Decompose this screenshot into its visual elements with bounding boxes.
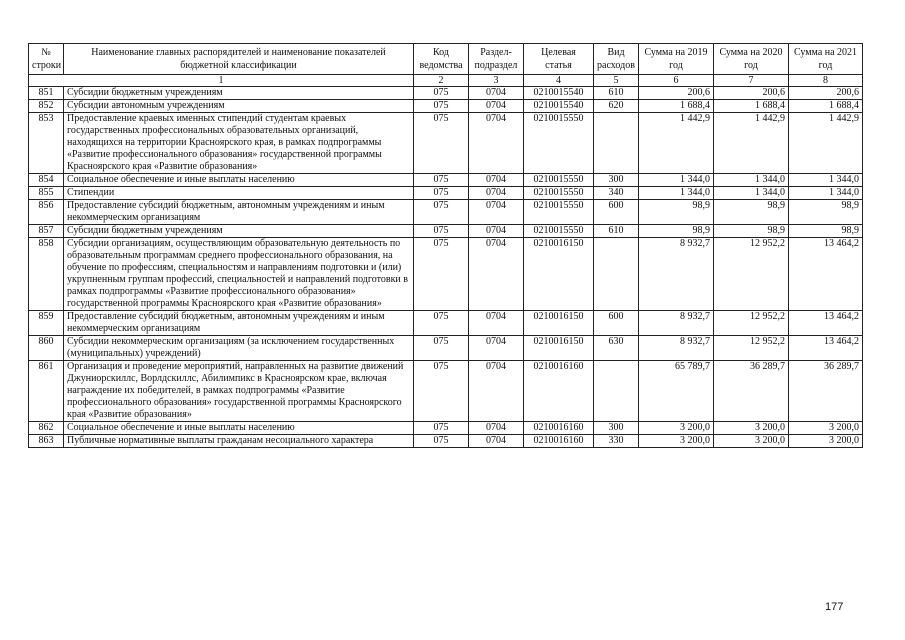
row-number: 856 <box>29 200 64 225</box>
row-sum-2020: 3 200,0 <box>714 422 789 435</box>
row-section: 0704 <box>469 422 524 435</box>
table-row <box>29 100 863 113</box>
row-kind: 340 <box>594 187 639 200</box>
row-code: 075 <box>414 422 469 435</box>
header-sum-2021: Сумма на 2021 год <box>789 44 863 75</box>
row-sum-2020: 98,9 <box>714 200 789 225</box>
column-number: 4 <box>524 75 594 87</box>
row-sum-2020: 1 344,0 <box>714 174 789 187</box>
row-target: 0210016150 <box>524 238 594 311</box>
row-sum-2019: 65 789,7 <box>639 361 714 422</box>
row-code: 075 <box>414 187 469 200</box>
row-target: 0210015540 <box>524 100 594 113</box>
row-sum-2021: 98,9 <box>789 225 863 238</box>
row-target: 0210016160 <box>524 422 594 435</box>
row-sum-2019: 3 200,0 <box>639 422 714 435</box>
row-name: Субсидии автономным учреждениям <box>64 100 414 113</box>
row-section: 0704 <box>469 187 524 200</box>
row-number: 863 <box>29 435 64 448</box>
row-sum-2020: 12 952,2 <box>714 238 789 311</box>
row-name: Стипендии <box>64 187 414 200</box>
table-row <box>29 361 863 422</box>
row-number: 855 <box>29 187 64 200</box>
row-sum-2020: 98,9 <box>714 225 789 238</box>
table-row <box>29 311 863 336</box>
row-target: 0210015550 <box>524 113 594 174</box>
row-sum-2020: 36 289,7 <box>714 361 789 422</box>
row-code: 075 <box>414 435 469 448</box>
column-number: 6 <box>639 75 714 87</box>
row-kind: 300 <box>594 174 639 187</box>
row-target: 0210016160 <box>524 361 594 422</box>
row-name: Предоставление краевых именных стипендий студентам краевых государственных профессиональных образовательных организаций, находящихся на территории Красноярского края, в рамках подпрограммы «Развитие профессионального образования» государственной программы Красноярского края «Развитие образования» <box>64 113 414 174</box>
row-code: 075 <box>414 225 469 238</box>
header-target: Целевая статья <box>524 44 594 75</box>
row-sum-2019: 1 442,9 <box>639 113 714 174</box>
table-body <box>29 87 863 448</box>
row-sum-2020: 1 442,9 <box>714 113 789 174</box>
row-section: 0704 <box>469 336 524 361</box>
table-row <box>29 336 863 361</box>
row-target: 0210016150 <box>524 336 594 361</box>
row-kind: 630 <box>594 336 639 361</box>
row-number: 852 <box>29 100 64 113</box>
header-kind: Вид расходов <box>594 44 639 75</box>
row-section: 0704 <box>469 225 524 238</box>
row-sum-2020: 3 200,0 <box>714 435 789 448</box>
table-row <box>29 238 863 311</box>
row-code: 075 <box>414 238 469 311</box>
row-sum-2020: 1 344,0 <box>714 187 789 200</box>
row-name: Субсидии бюджетным учреждениям <box>64 87 414 100</box>
row-section: 0704 <box>469 100 524 113</box>
row-sum-2020: 12 952,2 <box>714 311 789 336</box>
row-name: Организация и проведение мероприятий, направленных на развитие движений Джуниорскиллс, Ворлдскиллс, Абилимпикс в Красноярском крае, включая награждение их победителей, в рамках подпрограммы «Развитие профессионального образования» государственной программы Красноярского края «Развитие образования» <box>64 361 414 422</box>
row-name: Субсидии бюджетным учреждениям <box>64 225 414 238</box>
row-code: 075 <box>414 336 469 361</box>
row-sum-2020: 12 952,2 <box>714 336 789 361</box>
row-sum-2021: 1 344,0 <box>789 174 863 187</box>
row-sum-2019: 1 344,0 <box>639 187 714 200</box>
row-sum-2021: 200,6 <box>789 87 863 100</box>
row-sum-2021: 1 344,0 <box>789 187 863 200</box>
row-name: Социальное обеспечение и иные выплаты населению <box>64 422 414 435</box>
page-number: 177 <box>825 601 844 613</box>
header-section: Раздел-подраздел <box>469 44 524 75</box>
column-number: 5 <box>594 75 639 87</box>
row-sum-2019: 8 932,7 <box>639 238 714 311</box>
row-kind: 600 <box>594 200 639 225</box>
table-row <box>29 435 863 448</box>
row-sum-2021: 3 200,0 <box>789 422 863 435</box>
table-row <box>29 422 863 435</box>
row-sum-2019: 1 344,0 <box>639 174 714 187</box>
row-name: Предоставление субсидий бюджетным, автономным учреждениям и иным некоммерческим организациям <box>64 311 414 336</box>
header-sum-2019: Сумма на 2019 год <box>639 44 714 75</box>
header-code: Код ведомства <box>414 44 469 75</box>
row-kind: 610 <box>594 87 639 100</box>
row-section: 0704 <box>469 200 524 225</box>
row-kind <box>594 238 639 311</box>
table-row <box>29 225 863 238</box>
table-row <box>29 187 863 200</box>
row-sum-2021: 13 464,2 <box>789 311 863 336</box>
row-section: 0704 <box>469 174 524 187</box>
row-section: 0704 <box>469 238 524 311</box>
row-code: 075 <box>414 87 469 100</box>
row-code: 075 <box>414 311 469 336</box>
budget-table <box>28 43 863 448</box>
row-target: 0210015550 <box>524 200 594 225</box>
row-kind: 620 <box>594 100 639 113</box>
row-name: Публичные нормативные выплаты гражданам несоциального характера <box>64 435 414 448</box>
row-name: Субсидии организациям, осуществляющим образовательную деятельность по образовательным программам среднего профессионального образования, на обучение по профессиям, специальностям и направлениям подготовки и (или) укрупненным группам профессий, специальностей и направлений подготовки в рамках подпрограммы «Развитие профессионального образования» государственной программы Красноярского края «Развитие образования» <box>64 238 414 311</box>
column-number: 8 <box>789 75 863 87</box>
row-target: 0210015550 <box>524 187 594 200</box>
row-sum-2019: 3 200,0 <box>639 435 714 448</box>
row-number: 860 <box>29 336 64 361</box>
row-target: 0210015550 <box>524 225 594 238</box>
row-target: 0210016160 <box>524 435 594 448</box>
row-code: 075 <box>414 174 469 187</box>
row-section: 0704 <box>469 113 524 174</box>
row-number: 859 <box>29 311 64 336</box>
row-code: 075 <box>414 361 469 422</box>
row-number: 851 <box>29 87 64 100</box>
row-sum-2021: 1 442,9 <box>789 113 863 174</box>
row-number: 861 <box>29 361 64 422</box>
row-kind: 600 <box>594 311 639 336</box>
row-kind <box>594 361 639 422</box>
row-sum-2021: 3 200,0 <box>789 435 863 448</box>
header-name: Наименование главных распорядителей и наименование показателей бюджетной классификации <box>64 44 414 75</box>
row-sum-2021: 13 464,2 <box>789 336 863 361</box>
row-code: 075 <box>414 113 469 174</box>
row-kind: 610 <box>594 225 639 238</box>
row-sum-2021: 98,9 <box>789 200 863 225</box>
row-section: 0704 <box>469 435 524 448</box>
column-number: 1 <box>29 75 414 87</box>
row-sum-2019: 98,9 <box>639 200 714 225</box>
row-target: 0210015540 <box>524 87 594 100</box>
row-sum-2020: 200,6 <box>714 87 789 100</box>
row-number: 857 <box>29 225 64 238</box>
header-sum-2020: Сумма на 2020 год <box>714 44 789 75</box>
table-row <box>29 174 863 187</box>
row-kind: 300 <box>594 422 639 435</box>
row-number: 858 <box>29 238 64 311</box>
header-row <box>29 44 863 75</box>
row-name: Социальное обеспечение и иные выплаты населению <box>64 174 414 187</box>
row-kind <box>594 113 639 174</box>
row-section: 0704 <box>469 311 524 336</box>
row-number: 854 <box>29 174 64 187</box>
row-name: Субсидии некоммерческим организациям (за исключением государственных (муниципальных) учреждений) <box>64 336 414 361</box>
row-name: Предоставление субсидий бюджетным, автономным учреждениям и иным некоммерческим организациям <box>64 200 414 225</box>
row-code: 075 <box>414 100 469 113</box>
row-section: 0704 <box>469 87 524 100</box>
column-number: 7 <box>714 75 789 87</box>
row-number: 862 <box>29 422 64 435</box>
column-number-row <box>29 75 863 87</box>
row-sum-2019: 8 932,7 <box>639 311 714 336</box>
row-sum-2019: 98,9 <box>639 225 714 238</box>
row-sum-2021: 13 464,2 <box>789 238 863 311</box>
row-target: 0210016150 <box>524 311 594 336</box>
row-number: 853 <box>29 113 64 174</box>
table-row <box>29 200 863 225</box>
row-sum-2021: 1 688,4 <box>789 100 863 113</box>
column-number: 3 <box>469 75 524 87</box>
row-sum-2019: 200,6 <box>639 87 714 100</box>
table-row <box>29 87 863 100</box>
row-code: 075 <box>414 200 469 225</box>
row-sum-2021: 36 289,7 <box>789 361 863 422</box>
column-number: 2 <box>414 75 469 87</box>
row-sum-2020: 1 688,4 <box>714 100 789 113</box>
row-target: 0210015550 <box>524 174 594 187</box>
row-kind: 330 <box>594 435 639 448</box>
row-sum-2019: 8 932,7 <box>639 336 714 361</box>
header-row-no: № строки <box>29 44 64 75</box>
row-section: 0704 <box>469 361 524 422</box>
table-row <box>29 113 863 174</box>
row-sum-2019: 1 688,4 <box>639 100 714 113</box>
